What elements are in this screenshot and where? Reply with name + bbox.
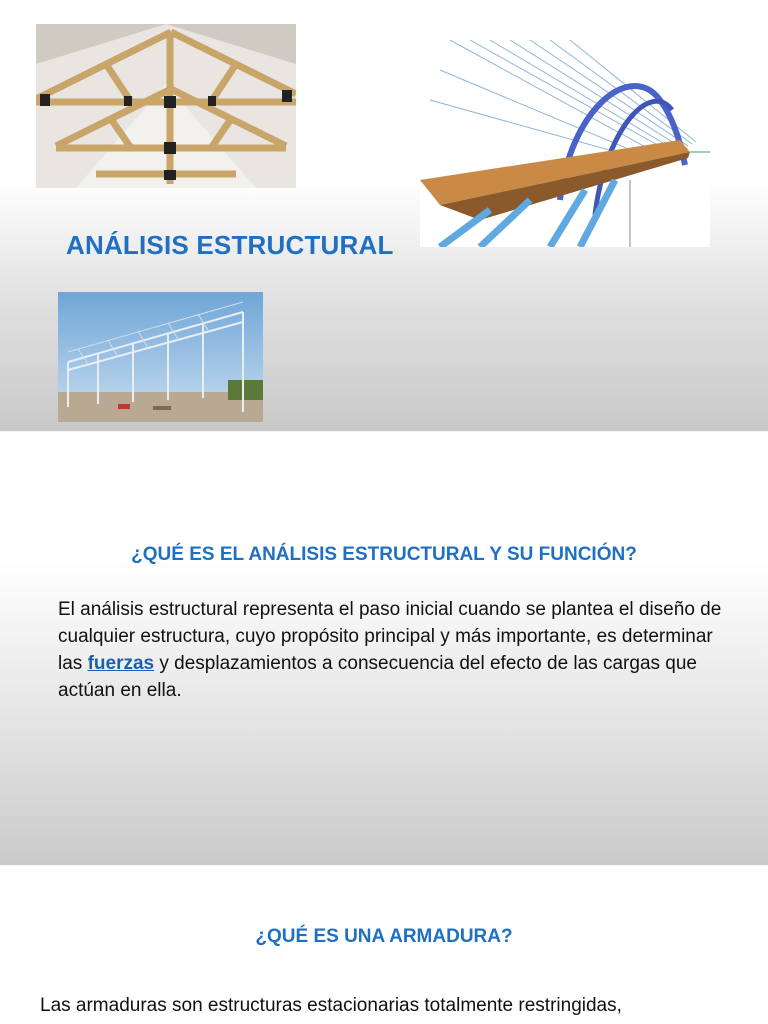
paragraph-text-start: El análisis estructural representa el paso inicial cuando se plantea el diseño de cualquier estructura, cuyo propósito principal y más importante, es determinar las bbox=[58, 599, 722, 674]
slide-3 bbox=[0, 866, 768, 1024]
paragraph-text-end: y desplazamientos a consecuencia del efecto de las cargas que actúan en ella. bbox=[58, 653, 698, 701]
slide-2 bbox=[0, 432, 768, 866]
section-heading-armadura: ¿QUÉ ES UNA ARMADURA? bbox=[255, 926, 513, 947]
slide-title: ANÁLISIS ESTRUCTURAL bbox=[66, 230, 394, 260]
steel-roof-frame-image bbox=[58, 292, 263, 422]
analysis-paragraph bbox=[58, 596, 728, 704]
slide-1 bbox=[0, 0, 768, 432]
wooden-roof-truss-image bbox=[36, 24, 296, 188]
armadura-paragraph: Las armaduras son estructuras estacionarias totalmente restringidas, bbox=[40, 995, 622, 1016]
arch-bridge-model-image bbox=[420, 40, 710, 247]
fuerzas-link[interactable]: fuerzas bbox=[87, 653, 155, 674]
section-heading-analysis: ¿QUÉ ES EL ANÁLISIS ESTRUCTURAL Y SU FUNCIÓN? bbox=[131, 544, 637, 565]
